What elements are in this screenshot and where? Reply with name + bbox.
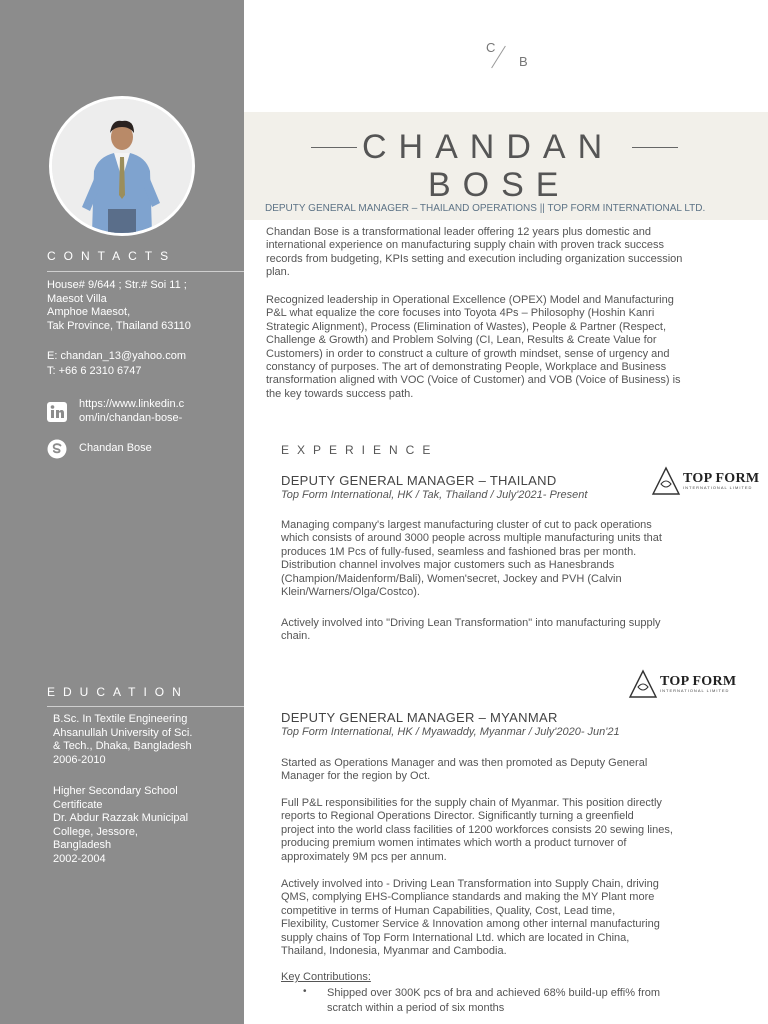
summary-line: Strategic Alignment), Process (Elimination of Wastes), People & Partner (Respect, xyxy=(266,320,667,333)
education-line: Higher Secondary School xyxy=(53,785,178,797)
last-name: BOSE xyxy=(428,166,571,204)
phone-text[interactable]: T: +66 6 2310 6747 xyxy=(47,364,142,377)
address-line: Amphoe Maesot, xyxy=(47,306,131,318)
contribution-line: scratch within a period of six months xyxy=(327,1002,505,1014)
address-line: House# 9/644 ; Str.# Soi 11 ; xyxy=(47,279,187,291)
skype-name[interactable]: Chandan Bose xyxy=(79,442,152,454)
person-photo-icon xyxy=(52,99,192,233)
top-form-logo-icon xyxy=(651,466,681,496)
job-paragraph xyxy=(281,757,647,784)
top-form-logo-icon xyxy=(628,669,658,699)
summary-line: constancy of purposes. The art of demonstrating People, Workplace and Business xyxy=(266,361,667,374)
experience-heading: EXPERIENCE xyxy=(281,443,439,457)
linkedin-url-line: om/in/chandan-bose- xyxy=(79,411,183,424)
address-line: Tak Province, Thailand 63110 xyxy=(47,319,191,332)
job-line: approximately 9M pcs per annum. xyxy=(281,850,447,863)
summary-line: P&L what equalize the core focuses into Toyota 4Ps – Philosophy (Hoshin Kanri xyxy=(266,307,655,320)
skype-icon[interactable] xyxy=(47,439,67,459)
job-line: Actively involved into "Driving Lean Transformation" into manufacturing supply xyxy=(281,617,661,629)
education-line: College, Jessore, xyxy=(53,825,138,838)
contacts-divider xyxy=(47,271,244,272)
education-entry xyxy=(53,713,192,767)
education-line: B.Sc. In Textile Engineering xyxy=(53,713,188,725)
education-heading: EDUCATION xyxy=(47,685,189,699)
job-paragraph xyxy=(281,519,662,599)
job-line: which consists of around 3000 people across multiple manufacturing units that xyxy=(281,532,662,545)
job-line: Distribution channel involves major customers such as Hanesbrands xyxy=(281,559,615,572)
job-line: QMS, complying EHS-Compliance standards and making the MY Plant more xyxy=(281,891,655,904)
education-line: 2006-2010 xyxy=(53,753,106,766)
job-line: project into the world class facilities of 1200 workforces consists 20 sewing lines, xyxy=(281,823,673,836)
job-line: competitive in terms of Human Capabilities, Quality, Cost, Lead time, xyxy=(281,904,616,917)
address-block xyxy=(47,279,191,333)
job-line: producing premium women intimates which worth a product turnover of xyxy=(281,837,627,850)
summary-line: records from budgeting, KPIs setting and execution including organization succession xyxy=(266,252,683,265)
education-divider xyxy=(47,706,244,707)
job-paragraph xyxy=(281,617,661,644)
education-line: Bangladesh xyxy=(53,839,112,851)
first-name: CHANDAN xyxy=(362,128,615,166)
monogram-c: C xyxy=(486,40,496,55)
contact-details xyxy=(47,350,186,378)
job-line: Flexibility, Customer Service & Innovation among other internal manufacturing xyxy=(281,918,660,931)
education-line: Certificate xyxy=(53,798,103,811)
job-line: Klein/Warners/Olga/Costco). xyxy=(281,586,420,599)
summary-line: Challenge & Growth) and Problem Solving (CI, Lean, Results & Create Value for xyxy=(266,334,657,347)
job-line: Manager for the region by Oct. xyxy=(281,770,431,783)
job-subtitle-myanmar: Top Form International, HK / Myawaddy, Myanmar / July'2020- Jun'21 xyxy=(281,726,620,738)
education-entry xyxy=(53,785,188,866)
bullet-marker: • xyxy=(303,986,307,997)
name-rule-left xyxy=(311,147,357,148)
key-contributions-label: Key Contributions: xyxy=(281,971,371,983)
job-line: Thailand, Indonesia, Myanmar and Cambodia. xyxy=(281,945,507,958)
email-text[interactable]: E: chandan_13@yahoo.com xyxy=(47,350,186,362)
logo-subtitle: INTERNATIONAL LIMITED xyxy=(660,688,730,693)
name-rule-right xyxy=(632,147,678,148)
job-title-thailand: DEPUTY GENERAL MANAGER – THAILAND xyxy=(281,473,557,488)
linkedin-url-line: https://www.linkedin.c xyxy=(79,398,185,410)
job-title: DEPUTY GENERAL MANAGER – THAILAND OPERATIONS || TOP FORM INTERNATIONAL LTD. xyxy=(265,203,706,214)
education-line: Ahsanullah University of Sci. xyxy=(53,726,193,739)
summary-line: Recognized leadership in Operational Excellence (OPEX) Model and Manufacturing xyxy=(266,294,674,306)
summary-line: plan. xyxy=(266,266,290,279)
job-line: reports to Regional Operations Director. Significantly turning a greenfield xyxy=(281,810,634,823)
monogram-b: B xyxy=(519,54,528,69)
education-line: Dr. Abdur Razzak Municipal xyxy=(53,812,189,824)
summary-line: Chandan Bose is a transformational leader offering 12 years plus domestic and xyxy=(266,226,652,238)
contacts-heading: CONTACTS xyxy=(47,249,177,263)
job-line: Started as Operations Manager and was then promoted as Deputy General xyxy=(281,757,648,769)
summary-line: transformation aligned with VOC (Voice of Customer) and VOB (Voice of Business) is xyxy=(266,374,681,387)
job-line: produces 1M Pcs of fully-fused, seamless and fashioned bras per month. xyxy=(281,545,637,558)
job-paragraph xyxy=(281,797,673,864)
job-line: (Champion/Maidenform/Bali), Women'secret, Jockey and PVH (Calvin xyxy=(281,572,622,585)
job-subtitle-thailand: Top Form International, HK / Tak, Thailand / July'2021- Present xyxy=(281,489,588,501)
job-line: supply chains of Top Form International Ltd. which are located in China, xyxy=(281,931,630,944)
top-form-logo xyxy=(628,669,736,699)
linkedin-icon[interactable] xyxy=(47,402,67,422)
logo-subtitle: INTERNATIONAL LIMITED xyxy=(683,485,753,490)
logo-name: TOP FORM xyxy=(683,471,760,486)
profile-photo xyxy=(49,96,195,236)
job-line: chain. xyxy=(281,630,311,643)
top-form-logo xyxy=(651,466,759,496)
job-line: Full P&L responsibilities for the supply chain of Myanmar. This position directly xyxy=(281,797,662,809)
job-paragraph xyxy=(281,878,660,958)
address-line: Maesot Villa xyxy=(47,292,107,305)
summary-line: Customers) in order to construct a culture of growth mindset, sense of urgency and xyxy=(266,347,670,360)
job-line: Managing company's largest manufacturing cluster of cut to pack operations xyxy=(281,519,652,531)
job-line: Actively involved into - Driving Lean Transformation into Supply Chain, driving xyxy=(281,878,659,890)
contribution-item xyxy=(327,986,660,1016)
logo-name: TOP FORM xyxy=(660,674,737,689)
sidebar xyxy=(0,0,244,1024)
education-line: 2002-2004 xyxy=(53,852,106,865)
job-title-myanmar: DEPUTY GENERAL MANAGER – MYANMAR xyxy=(281,710,558,725)
contribution-line: Shipped over 300K pcs of bra and achieved 68% build-up effi% from xyxy=(327,987,661,999)
education-line: & Tech., Dhaka, Bangladesh xyxy=(53,740,192,752)
linkedin-link[interactable] xyxy=(79,398,184,425)
summary-line: the key towards success path. xyxy=(266,387,414,400)
summary-paragraph xyxy=(266,294,681,401)
summary-paragraph xyxy=(266,226,682,280)
summary-line: international experience on manufacturing supply chain with proven track success xyxy=(266,239,665,252)
